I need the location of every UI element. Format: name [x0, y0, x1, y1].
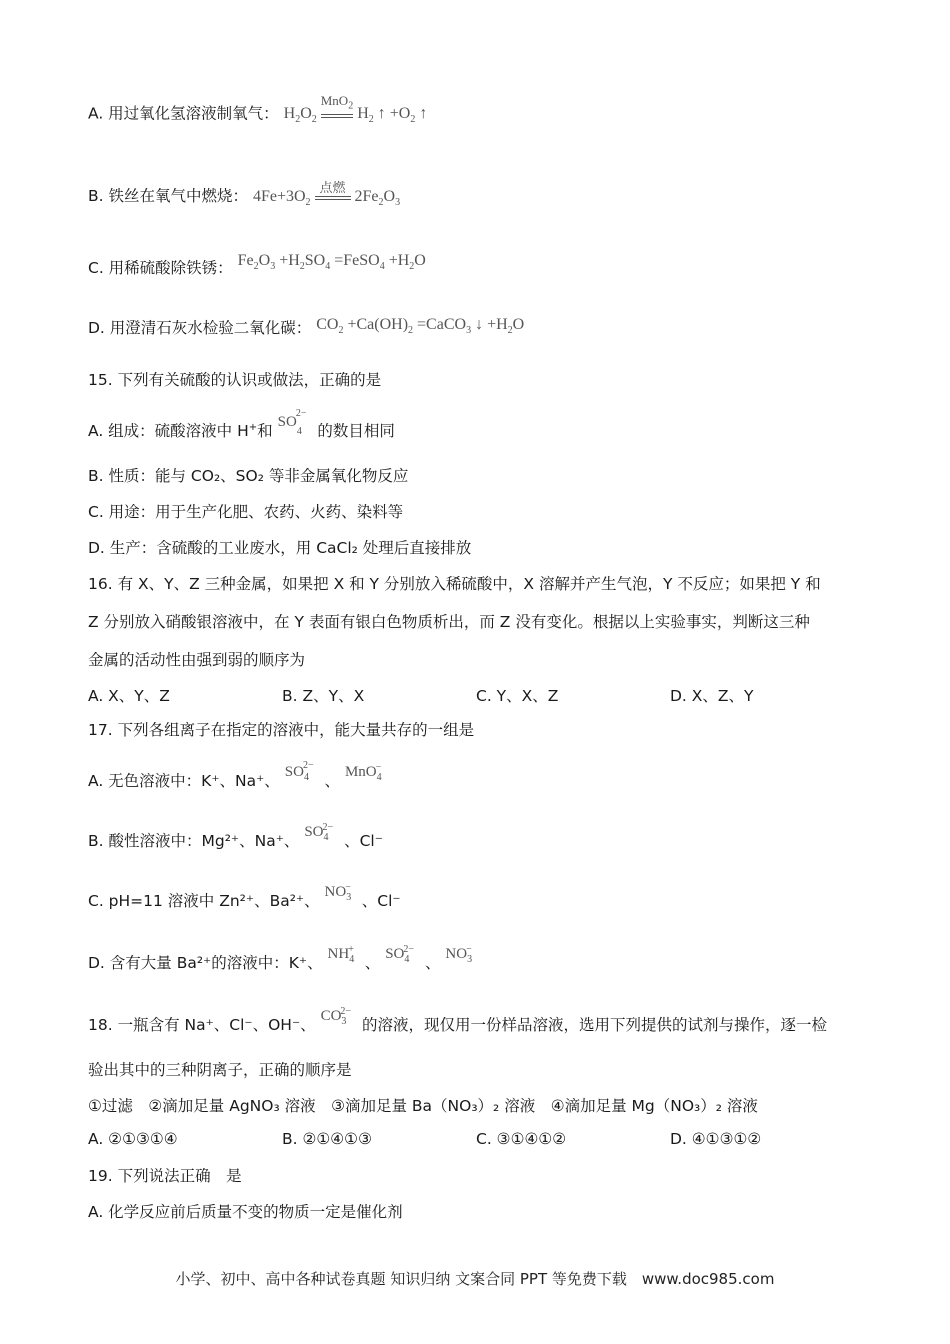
q19-stem: 19. 下列说法正确 是: [88, 1167, 242, 1185]
q18-option-c: C. ③①④①②: [476, 1130, 567, 1148]
q18-operations: ①过滤 ②滴加足量 AgNO₃ 溶液 ③滴加足量 Ba（NO₃）₂ 溶液 ④滴加足量 Mg（NO₃）₂ 溶液: [88, 1097, 758, 1115]
q15-option-c: C. 用途：用于生产化肥、农药、火药、染料等: [88, 503, 404, 521]
q15-option-b: B. 性质：能与 CO₂、SO₂ 等非金属氧化物反应: [88, 467, 409, 485]
q16-option-a: A. X、Y、Z: [88, 687, 170, 705]
q14-d-equation: $CO_2 +Ca(OH)_2$ =CaCO$_3$ ↓ $+H_2O$: [316, 316, 525, 337]
q16-option-d: D. X、Z、Y: [670, 687, 754, 705]
q18-option-b: B. ②①④①③: [282, 1130, 372, 1148]
sulfate-ion: $SO_4^{2-}$: [277, 408, 307, 438]
q18-stem-line2: 验出其中的三种阴离子，正确的顺序是: [88, 1061, 352, 1079]
q14-c-equation: $Fe_2O_3 +H_2SO_4$ =FeSO$_4$ $+H_2O$: [237, 252, 426, 273]
q15-option-a: A. 组成：硫酸溶液中 H+和 $SO_4^{2-}$ 的数目相同: [88, 408, 395, 441]
q16-stem-line3: 金属的活动性由强到弱的顺序为: [88, 651, 306, 669]
q14-b-label: B. 铁丝在氧气中燃烧：: [88, 187, 248, 205]
q14-option-b: [88, 181, 401, 213]
q18-option-d: D. ④①③①②: [670, 1130, 762, 1148]
q16-option-c: C. Y、X、Z: [476, 687, 559, 705]
q14-c-label: C. 用稀硫酸除铁锈：: [88, 259, 233, 277]
page-footer: 小学、初中、高中各种试卷真题 知识归纳 文案合同 PPT 等免费下载 www.doc985.com: [175, 1270, 775, 1288]
q18-stem-line1: 18. 一瓶含有 Na⁺、Cl⁻、OH⁻、 $CO_3^{2-}$ 的溶液，现仅用一份样品溶液，选用下列提供的试剂与操作，逐一检: [88, 1006, 828, 1034]
q14-option-c: [88, 252, 426, 285]
q17-option-b: B. 酸性溶液中：Mg²⁺、Na⁺、 $SO_4^{2-}$ 、Cl⁻: [88, 822, 383, 850]
q14-b-condition: 点燃: [315, 182, 351, 207]
q17-stem: 17. 下列各组离子在指定的溶液中，能大量共存的一组是: [88, 721, 475, 739]
q14-a-equation: $H_2O_2$ MnO$_2$ $H_2$ ↑ $+O_2$ ↑: [283, 93, 428, 126]
q17-option-c: C. pH=11 溶液中 Zn²⁺、Ba²⁺、 $NO_3^-$ 、Cl⁻: [88, 882, 401, 910]
q14-option-d: [88, 318, 524, 345]
q16-option-b: B. Z、Y、X: [282, 687, 365, 705]
q14-a-label: A. 用过氧化氢溶液制氧气：: [88, 104, 279, 123]
q18-option-a: A. ②①③①④: [88, 1130, 178, 1148]
q17-option-d: D. 含有大量 Ba²⁺的溶液中：K⁺、 $NH_4^+$ 、 $SO_4^{2-}$ 、 $NO_3^-$: [88, 944, 473, 972]
q14-d-label: D. 用澄清石灰水检验二氧化碳：: [88, 319, 312, 337]
q14-a-condition: MnO$_2$: [321, 94, 353, 125]
q14-option-a: [88, 93, 428, 131]
q14-b-equation: $4Fe+3O_2$ 点燃 $2Fe_2O_3$: [252, 181, 401, 209]
q17-option-a: A. 无色溶液中：K⁺、Na⁺、 $SO_4^{2-}$ 、 MnO$_4$−: [88, 760, 382, 790]
q15-stem: 15. 下列有关硫酸的认识或做法，正确的是: [88, 371, 382, 389]
q15-option-d: D. 生产：含硫酸的工业废水，用 CaCl₂ 处理后直接排放: [88, 539, 472, 557]
q16-stem-line2: Z 分别放入硝酸银溶液中，在 Y 表面有银白色物质析出，而 Z 没有变化。根据以上实验事实，判断这三种: [88, 613, 810, 631]
q19-option-a: A. 化学反应前后质量不变的物质一定是催化剂: [88, 1203, 403, 1221]
q16-stem-line1: 16. 有 X、Y、Z 三种金属，如果把 X 和 Y 分别放入稀硫酸中，X 溶解并产生气泡，Y 不反应；如果把 Y 和: [88, 575, 821, 593]
